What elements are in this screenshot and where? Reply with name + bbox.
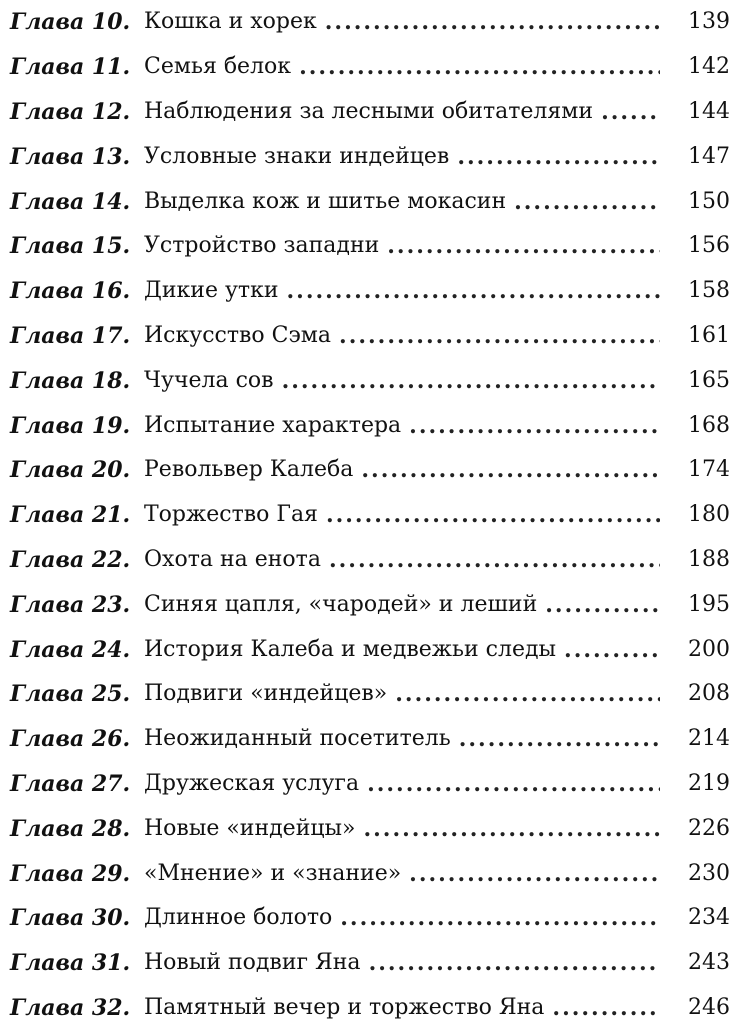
dot-leader (564, 639, 660, 661)
page-number: 230 (688, 860, 730, 886)
toc-entry (10, 851, 730, 896)
page-number: 219 (688, 770, 730, 796)
chapter-label: Глава 15. (10, 233, 131, 260)
chapter-title: Условные знаки индейцев (144, 143, 450, 169)
chapter-title: Охота на енота (144, 546, 321, 572)
chapter-label: Глава 24. (10, 636, 131, 663)
page-number: 142 (688, 54, 730, 80)
page-number: 144 (688, 98, 730, 124)
toc-entry (10, 672, 730, 717)
toc-entry (10, 941, 730, 986)
dot-leader (329, 549, 660, 571)
chapter-label: Глава 10. (10, 9, 131, 36)
dot-leader (514, 191, 660, 213)
chapter-title: Устройство западни (144, 233, 380, 259)
chapter-title: Подвиги «индейцев» (144, 681, 388, 707)
toc-entry (10, 179, 730, 224)
dot-leader (367, 773, 660, 795)
page-number: 139 (688, 9, 730, 35)
toc-entry (10, 538, 730, 583)
dot-leader (459, 728, 660, 750)
chapter-title: Неожиданный посетитель (144, 726, 451, 752)
chapter-title: Кошка и хорек (144, 9, 317, 35)
chapter-title: Новые «индейцы» (144, 815, 356, 841)
dot-leader (363, 818, 660, 840)
chapter-title: Торжество Гая (144, 502, 318, 528)
toc-entry (10, 134, 730, 179)
chapter-title: Семья белок (144, 54, 292, 80)
page-number: 147 (688, 143, 730, 169)
page-number: 156 (688, 233, 730, 259)
dot-leader (409, 415, 660, 437)
page-number: 195 (688, 591, 730, 617)
chapter-label: Глава 32. (10, 994, 131, 1021)
toc-entry (10, 224, 730, 269)
page-number: 180 (688, 502, 730, 528)
page-number: 208 (688, 681, 730, 707)
chapter-label: Глава 21. (10, 502, 131, 529)
page-number: 168 (688, 412, 730, 438)
page-number: 174 (688, 457, 730, 483)
toc-entry (10, 314, 730, 359)
page-number: 246 (688, 994, 730, 1020)
chapter-label: Глава 25. (10, 681, 131, 708)
toc-entry (10, 0, 730, 45)
dot-leader (387, 235, 660, 257)
toc-entry (10, 269, 730, 314)
page-number: 243 (688, 950, 730, 976)
page-number: 234 (688, 905, 730, 931)
chapter-label: Глава 28. (10, 815, 131, 842)
chapter-label: Глава 16. (10, 278, 131, 305)
dot-leader (299, 56, 660, 78)
dot-leader (340, 907, 660, 929)
table-of-contents (10, 0, 730, 1030)
dot-leader (601, 101, 660, 123)
chapter-label: Глава 23. (10, 591, 131, 618)
toc-entry (10, 806, 730, 851)
chapter-label: Глава 22. (10, 546, 131, 573)
chapter-label: Глава 31. (10, 950, 131, 977)
chapter-title: Памятный вечер и торжество Яна (144, 994, 545, 1020)
chapter-label: Глава 18. (10, 367, 131, 394)
chapter-title: «Мнение» и «знание» (144, 860, 402, 886)
chapter-label: Глава 12. (10, 98, 131, 125)
chapter-title: История Калеба и медвежьи следы (144, 636, 557, 662)
chapter-label: Глава 26. (10, 726, 131, 753)
chapter-label: Глава 14. (10, 188, 131, 215)
dot-leader (325, 11, 660, 33)
chapter-title: Револьвер Калеба (144, 457, 354, 483)
dot-leader (395, 683, 660, 705)
chapter-title: Синяя цапля, «чародей» и леший (144, 591, 538, 617)
page-number: 188 (688, 546, 730, 572)
chapter-title: Наблюдения за лесными обитателями (144, 98, 594, 124)
dot-leader (282, 370, 660, 392)
chapter-label: Глава 30. (10, 905, 131, 932)
toc-entry (10, 986, 730, 1030)
chapter-label: Глава 17. (10, 322, 131, 349)
chapter-title: Искусство Сэма (144, 322, 332, 348)
toc-entry (10, 627, 730, 672)
chapter-label: Глава 13. (10, 143, 131, 170)
chapter-title: Выделка кож и шитье мокасин (144, 188, 507, 214)
toc-entry (10, 582, 730, 627)
page-number: 165 (688, 367, 730, 393)
dot-leader (545, 594, 660, 616)
chapter-label: Глава 29. (10, 860, 131, 887)
chapter-title: Новый подвиг Яна (144, 950, 361, 976)
toc-entry (10, 358, 730, 403)
toc-entry (10, 90, 730, 135)
toc-entry (10, 45, 730, 90)
page-number: 226 (688, 815, 730, 841)
dot-leader (339, 325, 660, 347)
toc-entry (10, 896, 730, 941)
chapter-title: Испытание характера (144, 412, 402, 438)
page-number: 150 (688, 188, 730, 214)
dot-leader (287, 280, 660, 302)
dot-leader (361, 459, 660, 481)
page-number: 214 (688, 726, 730, 752)
toc-entry (10, 762, 730, 807)
dot-leader (409, 863, 660, 885)
toc-entry (10, 448, 730, 493)
chapter-title: Длинное болото (144, 905, 333, 931)
chapter-title: Дикие утки (144, 278, 279, 304)
chapter-label: Глава 19. (10, 412, 131, 439)
chapter-title: Чучела сов (144, 367, 274, 393)
toc-entry (10, 717, 730, 762)
dot-leader (369, 952, 660, 974)
page-number: 161 (688, 322, 730, 348)
dot-leader (326, 504, 660, 526)
chapter-label: Глава 20. (10, 457, 131, 484)
toc-entry (10, 403, 730, 448)
chapter-label: Глава 11. (10, 54, 131, 81)
page-number: 158 (688, 278, 730, 304)
page-number: 200 (688, 636, 730, 662)
chapter-label: Глава 27. (10, 770, 131, 797)
dot-leader (457, 146, 660, 168)
toc-entry (10, 493, 730, 538)
chapter-title: Дружеская услуга (144, 770, 360, 796)
